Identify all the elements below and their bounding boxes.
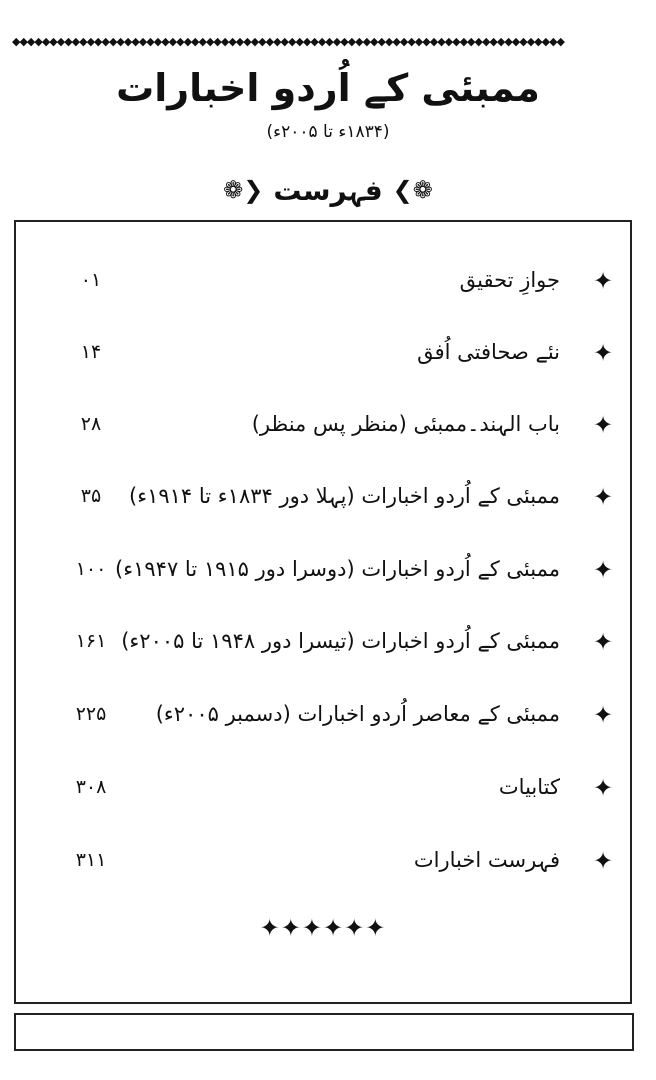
star-bullet-icon: ✦ (592, 483, 614, 511)
star-bullet-icon: ✦ (592, 628, 614, 656)
table-of-contents (14, 220, 632, 1004)
toc-page-number: ۰۱ (80, 269, 102, 291)
star-bullet-icon: ✦ (592, 339, 614, 367)
contents-heading-text: فہرست (273, 173, 383, 207)
star-bullet-icon: ✦ (592, 556, 614, 584)
star-bullet-icon: ✦ (592, 847, 614, 875)
toc-entry[interactable] (16, 623, 630, 663)
toc-page-number: ۳۰۸ (75, 776, 107, 798)
ornament-icon: ❁❯ (223, 176, 264, 204)
star-bullet-icon: ✦ (592, 701, 614, 729)
toc-entry-title: فہرست اخبارات (413, 848, 560, 872)
toc-entry[interactable] (16, 262, 630, 302)
page-subtitle: (۱۸۳۴ء تا ۲۰۰۵ء) (266, 122, 390, 142)
toc-entry[interactable] (16, 334, 630, 374)
toc-entry[interactable] (16, 842, 630, 882)
toc-entry-title: ممبئی کے معاصر اُردو اخبارات (دسمبر ۲۰۰۵ء) (155, 702, 560, 726)
toc-entry-title: ممبئی کے اُردو اخبارات (تیسرا دور ۱۹۴۸ تا ۲۰۰۵ء) (121, 629, 560, 653)
toc-entry-title: ممبئی کے اُردو اخبارات (پہلا دور ۱۸۳۴ء تا ۱۹۱۴ء) (129, 484, 560, 508)
contents-heading (0, 165, 656, 215)
toc-entry[interactable] (16, 769, 630, 809)
toc-entry-title: باب الہند۔ممبئی (منظر پس منظر) (251, 412, 560, 436)
page-title: ممبئی کے اُردو اخبارات (116, 66, 540, 110)
toc-page-number: ۱۶۱ (75, 630, 107, 652)
toc-page-number: ۱۴ (80, 341, 102, 363)
ornament-icon: ❮❁ (392, 176, 433, 204)
toc-entry-title: جوازِ تحقیق (459, 268, 560, 292)
toc-page-number: ۳۱۱ (75, 849, 107, 871)
toc-entry[interactable] (16, 406, 630, 446)
toc-entry[interactable] (16, 478, 630, 518)
closing-stars-divider: ✦✦✦✦✦✦ (259, 914, 387, 942)
toc-page-number: ۳۵ (80, 485, 102, 507)
toc-page-number: ۱۰۰ (75, 558, 107, 580)
star-bullet-icon: ✦ (592, 267, 614, 295)
toc-entry[interactable] (16, 551, 630, 591)
toc-entry-title: ممبئی کے اُردو اخبارات (دوسرا دور ۱۹۱۵ تا ۱۹۴۷ء) (115, 557, 560, 581)
toc-entry-title: نئے صحافتی اُفق (417, 340, 560, 364)
star-bullet-icon: ✦ (592, 774, 614, 802)
footer-frame (14, 1013, 634, 1051)
star-bullet-icon: ✦ (592, 411, 614, 439)
toc-entry[interactable] (16, 696, 630, 736)
top-dotted-border: ◆◆◆◆◆◆◆◆◆◆◆◆◆◆◆◆◆◆◆◆◆◆◆◆◆◆◆◆◆◆◆◆◆◆◆◆◆◆◆◆◆◆◆◆◆◆◆◆◆◆◆◆◆◆◆◆◆◆◆◆◆◆◆◆◆◆◆◆◆◆◆◆◆◆ (12, 36, 565, 48)
toc-entry-title: کتابیات (498, 775, 560, 799)
toc-page-number: ۲۲۵ (75, 703, 107, 725)
toc-page-number: ۲۸ (80, 413, 102, 435)
